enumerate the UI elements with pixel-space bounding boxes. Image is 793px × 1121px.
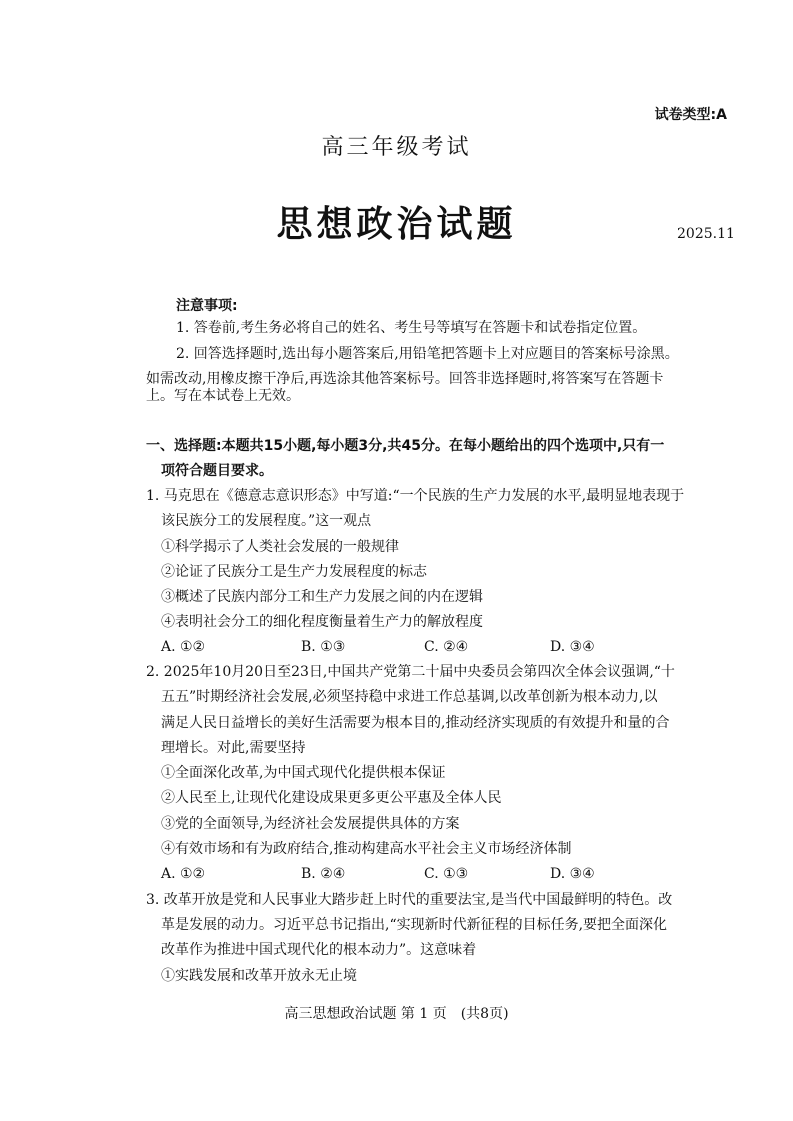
- notice-line: 上。写在本试卷上无效。: [146, 388, 300, 404]
- exam-subtitle: 高三年级考试: [321, 135, 472, 160]
- question-statement: ④有效市场和有为政府结合,推动构建高水平社会主义市场经济体制: [161, 841, 572, 857]
- question-statement: ②人民至上,让现代化建设成果更多更公平惠及全体人民: [161, 790, 502, 806]
- option-c[interactable]: C. ②④: [424, 639, 469, 655]
- question-statement: ④表明社会分工的细化程度衡量着生产力的解放程度: [161, 614, 483, 630]
- question-statement: ①实践发展和改革开放永无止境: [161, 968, 357, 984]
- notice-line: 2. 回答选择题时,选出每小题答案后,用铅笔把答题卡上对应题目的答案标号涂黑。: [176, 346, 679, 362]
- question-statement: ③党的全面领导,为经济社会发展提供具体的方案: [161, 816, 460, 832]
- option-a[interactable]: A. ①②: [161, 639, 206, 655]
- option-d[interactable]: D. ③④: [550, 866, 595, 882]
- option-b[interactable]: B. ①③: [301, 639, 346, 655]
- option-b[interactable]: B. ②④: [301, 866, 346, 882]
- option-a[interactable]: A. ①②: [161, 866, 206, 882]
- question-statement: ②论证了民族分工是生产力发展程度的标志: [161, 564, 427, 580]
- question-statement: ①科学揭示了人类社会发展的一般规律: [161, 539, 399, 555]
- question-stem: 满足人民日益增长的美好生活需要为根本目的,推动经济实现质的有效提升和量的合: [161, 715, 670, 731]
- question-stem: 革是发展的动力。习近平总书记指出,“实现新时代新征程的目标任务,要把全面深化: [161, 917, 668, 933]
- question-stem: 该民族分工的发展程度。”这一观点: [161, 513, 372, 529]
- option-c[interactable]: C. ①③: [424, 866, 469, 882]
- question-stem: 3. 改革开放是党和人民事业大踏步赶上时代的重要法宝,是当代中国最鲜明的特色。改: [146, 892, 673, 908]
- option-d[interactable]: D. ③④: [550, 639, 595, 655]
- section-heading-line: 一、选择题:本题共15小题,每小题3分,共45分。在每小题给出的四个选项中,只有一: [146, 438, 665, 454]
- paper-type-label: 试卷类型:A: [654, 107, 727, 123]
- notice-heading: 注意事项:: [176, 298, 238, 314]
- question-statement: ①全面深化改革,为中国式现代化提供根本保证: [161, 765, 446, 781]
- question-stem: 五五”时期经济社会发展,必须坚持稳中求进工作总基调,以改革创新为根本动力,以: [161, 689, 658, 705]
- notice-line: 1. 答卷前,考生务必将自己的姓名、考生号等填写在答题卡和试卷指定位置。: [176, 320, 647, 336]
- question-stem: 改革作为推进中国式现代化的根本动力”。这意味着: [161, 942, 477, 958]
- exam-title: 思想政治试题: [276, 203, 517, 245]
- question-stem: 理增长。对此,需要坚持: [161, 740, 306, 756]
- exam-date: 2025.11: [677, 226, 735, 242]
- notice-line: 如需改动,用橡皮擦干净后,再选涂其他答案标号。回答非选择题时,将答案写在答题卡: [146, 371, 664, 387]
- page-footer: 高三思想政治试题 第 1 页 (共8页): [284, 1006, 509, 1022]
- section-heading-line: 项符合题目要求。: [161, 463, 273, 479]
- question-stem: 2. 2025年10月20日至23日,中国共产党第二十届中央委员会第四次全体会议强调,“十: [146, 664, 675, 680]
- question-statement: ③概述了民族内部分工和生产力发展之间的内在逻辑: [161, 589, 483, 605]
- question-stem: 1. 马克思在《德意志意识形态》中写道:“一个民族的生产力发展的水平,最明显地表现于: [146, 488, 685, 504]
